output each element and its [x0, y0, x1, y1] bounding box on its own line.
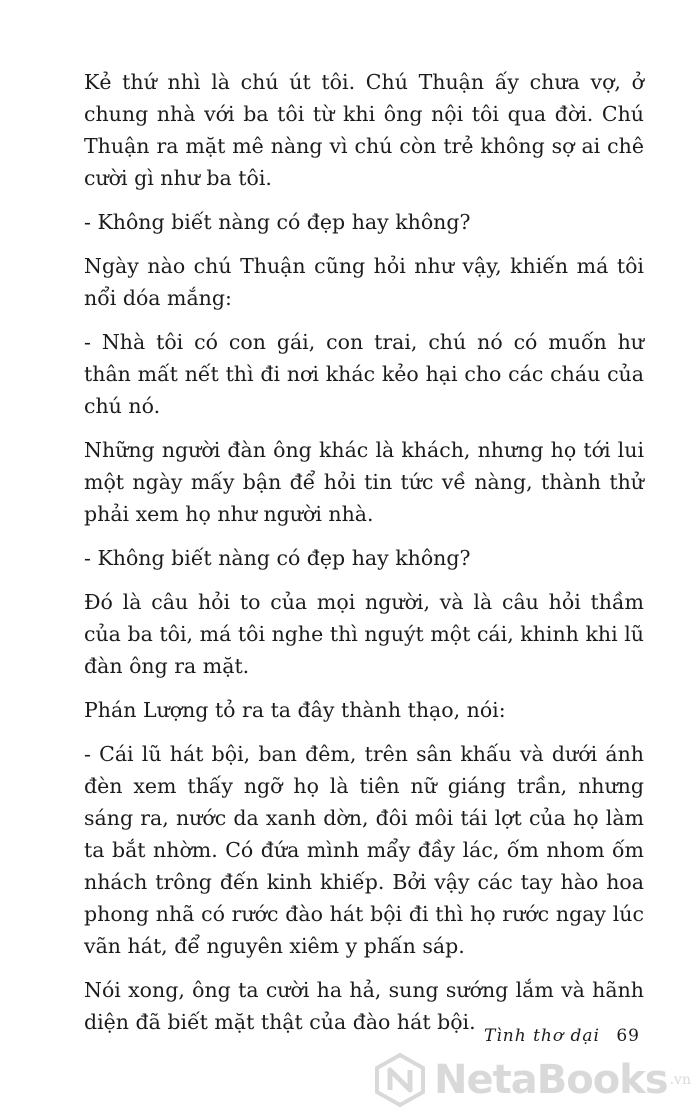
watermark-text: NetaBooks [434, 1057, 668, 1103]
watermark [372, 1050, 692, 1110]
paragraph-1: Kẻ thứ nhì là chú út tôi. Chú Thuận ấy chưa vợ, ở chung nhà với ba tôi từ khi ông nội tôi qua đời. Chú Thuận ra mặt mê nàng vì chú còn trẻ không sợ ai chê cười gì như ba tôi. [84, 70, 644, 190]
paragraph-2: - Không biết nàng có đẹp hay không? [84, 210, 471, 234]
netabooks-logo-icon [372, 1052, 428, 1108]
paragraph-3: Ngày nào chú Thuận cũng hỏi như vậy, khiến má tôi nổi dóa mắng: [84, 254, 644, 310]
running-title: Tình thơ dại [484, 1026, 600, 1046]
paragraph-6: - Không biết nàng có đẹp hay không? [84, 546, 471, 570]
paragraph-5: Những người đàn ông khác là khách, nhưng họ tới lui một ngày mấy bận để hỏi tin tức về nàng, thành thử phải xem họ như người nhà. [84, 438, 644, 526]
paragraph-8: Phán Lượng tỏ ra ta đây thành thạo, nói: [84, 698, 506, 722]
page-body [84, 66, 644, 1050]
page-footer [484, 1026, 640, 1046]
paragraph-4: - Nhà tôi có con gái, con trai, chú nó có muốn hư thân mất nết thì đi nơi khác kẻo hại cho các cháu của chú nó. [84, 330, 644, 418]
paragraph-9: - Cái lũ hát bội, ban đêm, trên sân khấu và dưới ánh đèn xem thấy ngỡ họ là tiên nữ giáng trần, nhưng sáng ra, nước da xanh dờn, đôi môi tái lợt của họ làm ta bắt nhờm. Có đứa mình mẩy đầy lác, ốm nhom ốm nhách trông đến kinh khiếp. Bởi vậy các tay hào hoa phong nhã có rước đào hát bội đi thì họ rước ngay lúc vãn hát, để nguyên xiêm y phấn sáp. [84, 742, 644, 958]
paragraph-10: Nói xong, ông ta cười ha hả, sung sướng lắm và hãnh diện đã biết mặt thật của đào hát bội. [84, 978, 644, 1034]
page-number: 69 [616, 1026, 640, 1046]
paragraph-7: Đó là câu hỏi to của mọi người, và là câu hỏi thầm của ba tôi, má tôi nghe thì nguýt một cái, khinh khi lũ đàn ông ra mặt. [84, 590, 644, 678]
watermark-suffix: .vn [669, 1072, 691, 1088]
